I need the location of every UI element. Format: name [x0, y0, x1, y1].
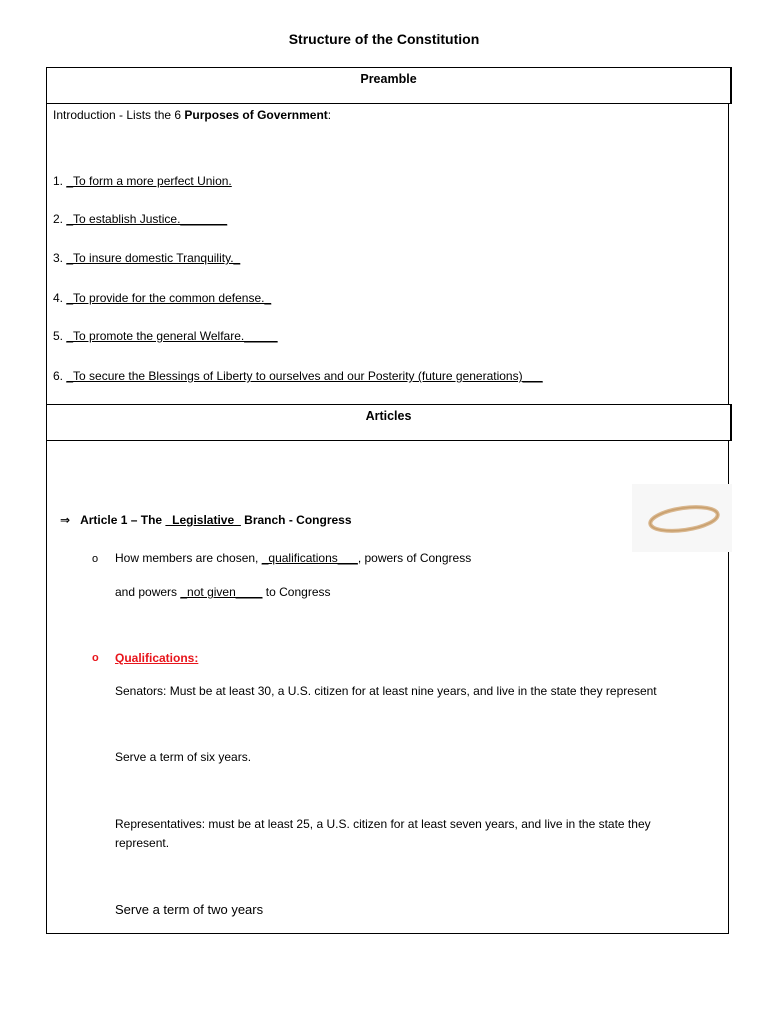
bullet-marker: o [92, 652, 99, 664]
rubber-band-icon [632, 484, 732, 552]
purpose-item: 6. _To secure the Blessings of Liberty to ourselves and our Posterity (future generations)___ [53, 369, 543, 383]
purpose-item: 1. _To form a more perfect Union. [53, 174, 232, 188]
representatives-qualifications-cont: represent. [115, 836, 170, 850]
purpose-item: 3. _To insure domestic Tranquility._ [53, 251, 241, 265]
purpose-item: 4. _To provide for the common defense._ [53, 291, 272, 305]
representatives-qualifications: Representatives: must be at least 25, a U.S. citizen for at least seven years, and live in the state they [115, 817, 651, 831]
outline-table [46, 67, 729, 934]
article-1-heading: ⇒ Article 1 – The _Legislative_ Branch - Congress [60, 513, 352, 527]
senators-term: Serve a term of six years. [115, 750, 252, 764]
representatives-term: Serve a term of two years [115, 902, 264, 917]
bullet-marker: o [92, 553, 99, 565]
article-1-detail-line2: and powers _not given____ to Congress [115, 585, 331, 599]
preamble-header: Preamble [46, 67, 732, 104]
purpose-item: 2. _To establish Justice._______ [53, 212, 228, 226]
article-1-detail-line1: How members are chosen, _qualifications___, powers of Congress [115, 551, 472, 565]
arrow-icon: ⇒ [60, 513, 71, 527]
senators-qualifications: Senators: Must be at least 30, a U.S. citizen for at least nine years, and live in the state they represent [115, 684, 657, 698]
articles-header: Articles [46, 404, 732, 441]
page-title: Structure of the Constitution [288, 31, 480, 47]
purpose-item: 5. _To promote the general Welfare._____ [53, 329, 278, 343]
qualifications-heading: Qualifications: [115, 651, 199, 665]
preamble-intro: Introduction - Lists the 6 Purposes of Government: [53, 108, 332, 122]
